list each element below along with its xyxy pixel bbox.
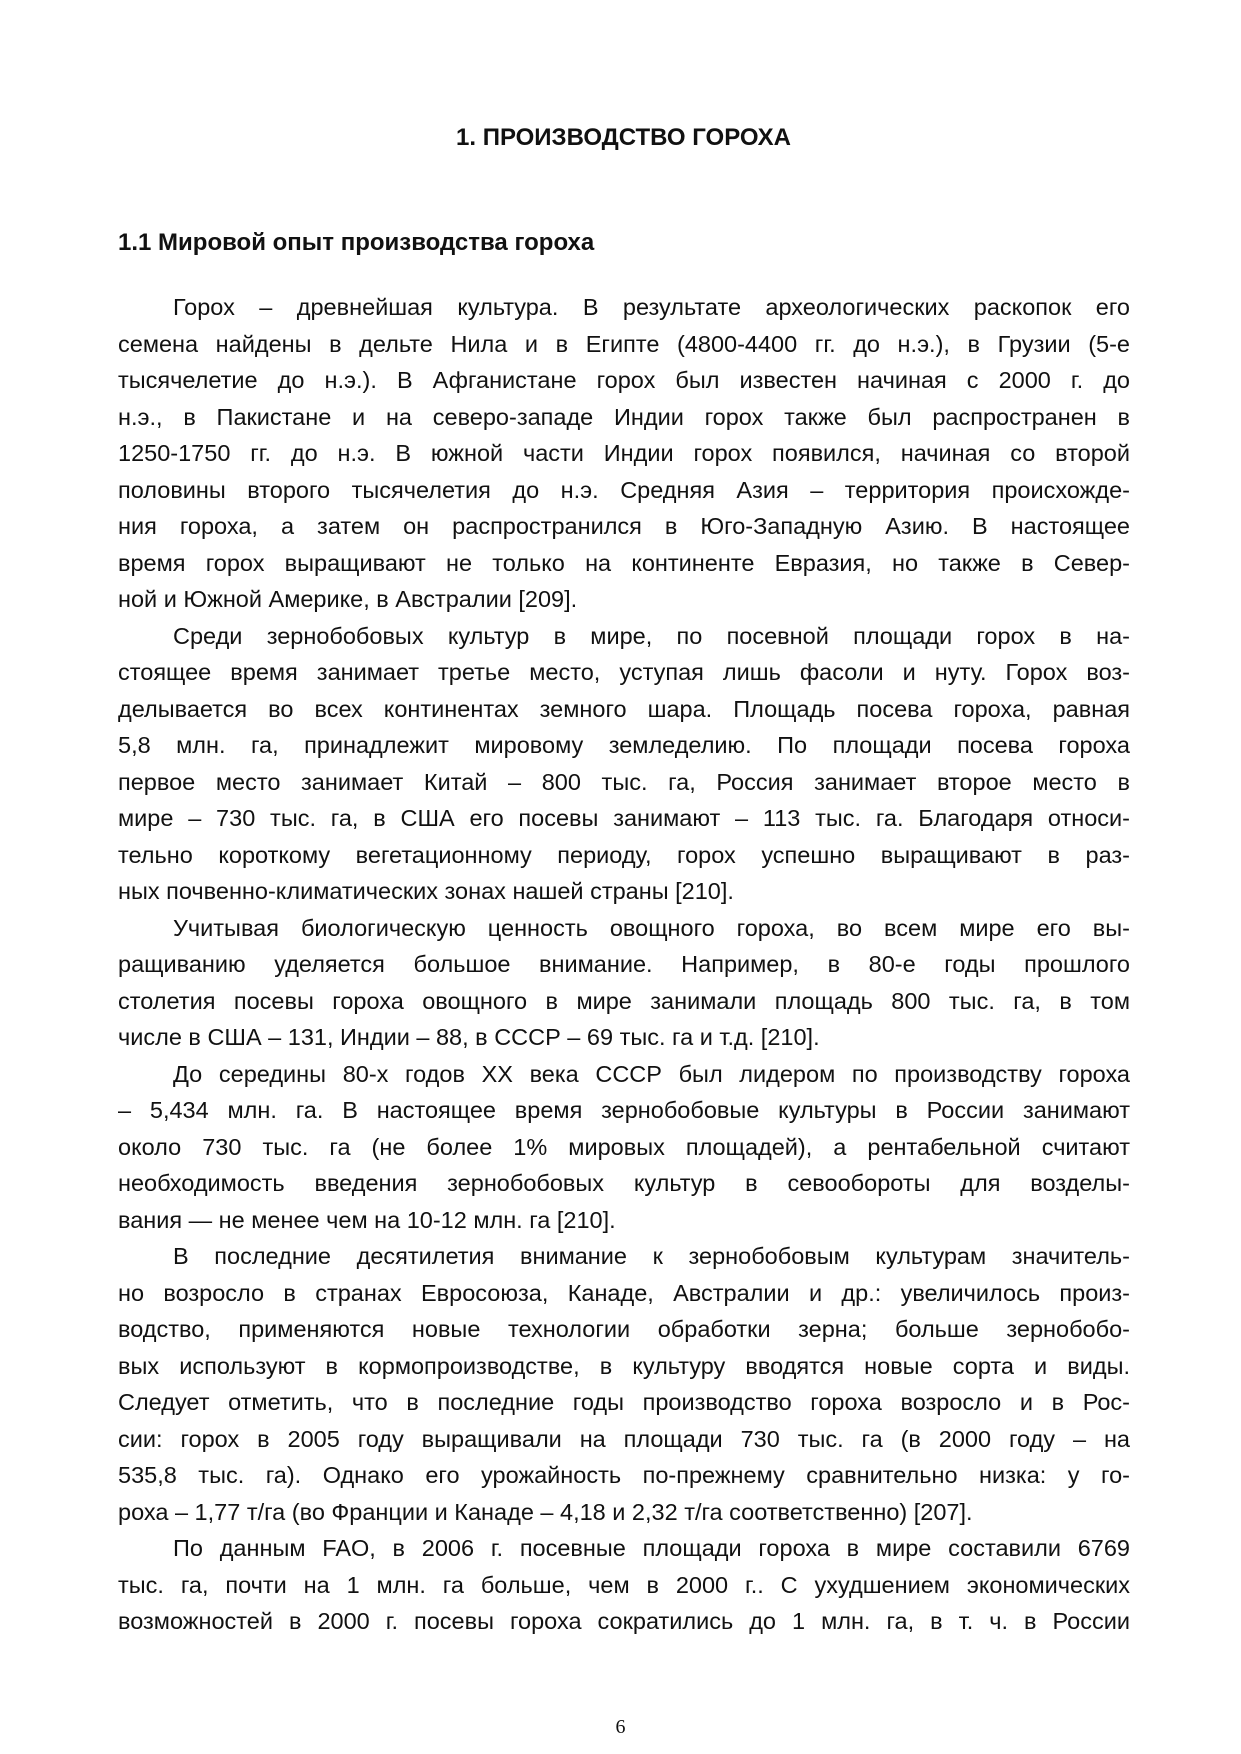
text-line: стоящее время занимает третье место, уступая лишь фасоли и нуту. Горох воз- — [118, 659, 1130, 685]
text-line: 5,8 млн. га, принадлежит мировому земледелию. По площади посева гороха — [118, 732, 1130, 758]
text-line: столетия посевы гороха овощного в мире занимали площадь 800 тыс. га, в том — [118, 987, 1130, 1014]
text-line: вания — не менее чем на 10-12 млн. га [210]. — [118, 1206, 616, 1233]
paragraph — [118, 910, 1130, 1056]
text-line: В последние десятилетия внимание к зернобобовым культурам значитель- — [173, 1243, 1130, 1269]
page-number: 6 — [615, 1716, 626, 1738]
paragraph — [118, 289, 1130, 618]
chapter-title: 1. ПРОИЗВОДСТВО ГОРОХА — [456, 124, 791, 151]
text-line: семена найдены в дельте Нила и в Египте (4800-4400 гг. до н.э.), в Грузии (5-е — [118, 330, 1130, 357]
section-heading: 1.1 Мировой опыт производства гороха — [118, 229, 595, 256]
text-line: До середины 80-х годов XX века СССР был лидером по производству гороха — [173, 1060, 1130, 1087]
text-line: но возросло в странах Евросоюза, Канаде, Австралии и др.: увеличилось произ- — [118, 1279, 1130, 1306]
text-line: н.э., в Пакистане и на северо-западе Индии горох также был распространен в — [118, 403, 1130, 430]
text-line: мире – 730 тыс. га, в США его посевы занимают – 113 тыс. га. Благодаря относи- — [118, 805, 1130, 831]
text-line: ращиванию уделяется большое внимание. Например, в 80-е годы прошлого — [118, 951, 1130, 977]
text-line: Учитывая биологическую ценность овощного гороха, во всем мире его вы- — [173, 914, 1130, 941]
text-line: Горох – древнейшая культура. В результате археологических раскопок его — [173, 294, 1130, 320]
text-line: – 5,434 млн. га. В настоящее время зернобобовые культуры в России занимают — [118, 1097, 1130, 1123]
paragraph — [118, 1530, 1130, 1640]
text-line: возможностей в 2000 г. посевы гороха сократились до 1 млн. га, в т. ч. в России — [118, 1608, 1130, 1634]
paragraph — [118, 618, 1130, 910]
text-line: делывается во всех континентах земного шара. Площадь посева гороха, равная — [118, 695, 1130, 722]
text-line: ной и Южной Америке, в Австралии [209]. — [118, 586, 578, 612]
text-line: тыс. га, почти на 1 млн. га больше, чем в 2000 г.. С ухудшением экономических — [118, 1571, 1130, 1598]
text-line: числе в США – 131, Индии – 88, в СССР – 69 тыс. га и т.д. [210]. — [118, 1024, 820, 1050]
text-line: По данным FAO, в 2006 г. посевные площади гороха в мире составили 6769 — [173, 1535, 1130, 1561]
paragraph — [118, 1056, 1130, 1239]
text-line: время горох выращивают не только на континенте Евразия, но также в Север- — [118, 549, 1130, 576]
text-line: половины второго тысячелетия до н.э. Средняя Азия – территория происхожде- — [118, 476, 1130, 503]
text-line: вых используют в кормопроизводстве, в культуру вводятся новые сорта и виды. — [118, 1352, 1130, 1379]
text-line: около 730 тыс. га (не более 1% мировых площадей), а рентабельной считают — [118, 1133, 1130, 1160]
text-line: сии: горох в 2005 году выращивали на площади 730 тыс. га (в 2000 году – на — [118, 1425, 1130, 1452]
body-text — [118, 289, 1130, 1640]
text-line: ния гороха, а затем он распространился в Юго-Западную Азию. В настоящее — [118, 513, 1130, 539]
text-line: тельно короткому вегетационному периоду, горох успешно выращивают в раз- — [118, 841, 1130, 868]
text-line: роха – 1,77 т/га (во Франции и Канаде – 4,18 и 2,32 т/га соответственно) [207]. — [118, 1498, 973, 1525]
text-line: 535,8 тыс. га). Однако его урожайность по-прежнему сравнительно низка: у го- — [118, 1462, 1130, 1488]
text-line: необходимость введения зернобобовых культур в севообороты для возделы- — [118, 1170, 1130, 1196]
text-line: водство, применяются новые технологии обработки зерна; больше зернобобо- — [118, 1316, 1130, 1342]
text-line: Среди зернобобовых культур в мире, по посевной площади горох в на- — [173, 622, 1130, 649]
paragraph — [118, 1238, 1130, 1530]
text-line: Следует отметить, что в последние годы производство гороха возросло и в Рос- — [118, 1389, 1130, 1415]
text-line: ных почвенно-климатических зонах нашей страны [210]. — [118, 878, 734, 904]
text-line: первое место занимает Китай – 800 тыс. га, Россия занимает второе место в — [118, 768, 1130, 795]
text-line: тысячелетие до н.э.). В Афганистане горох был известен начиная с 2000 г. до — [118, 367, 1130, 393]
text-line: 1250-1750 гг. до н.э. В южной части Индии горох появился, начиная со второй — [118, 440, 1130, 466]
